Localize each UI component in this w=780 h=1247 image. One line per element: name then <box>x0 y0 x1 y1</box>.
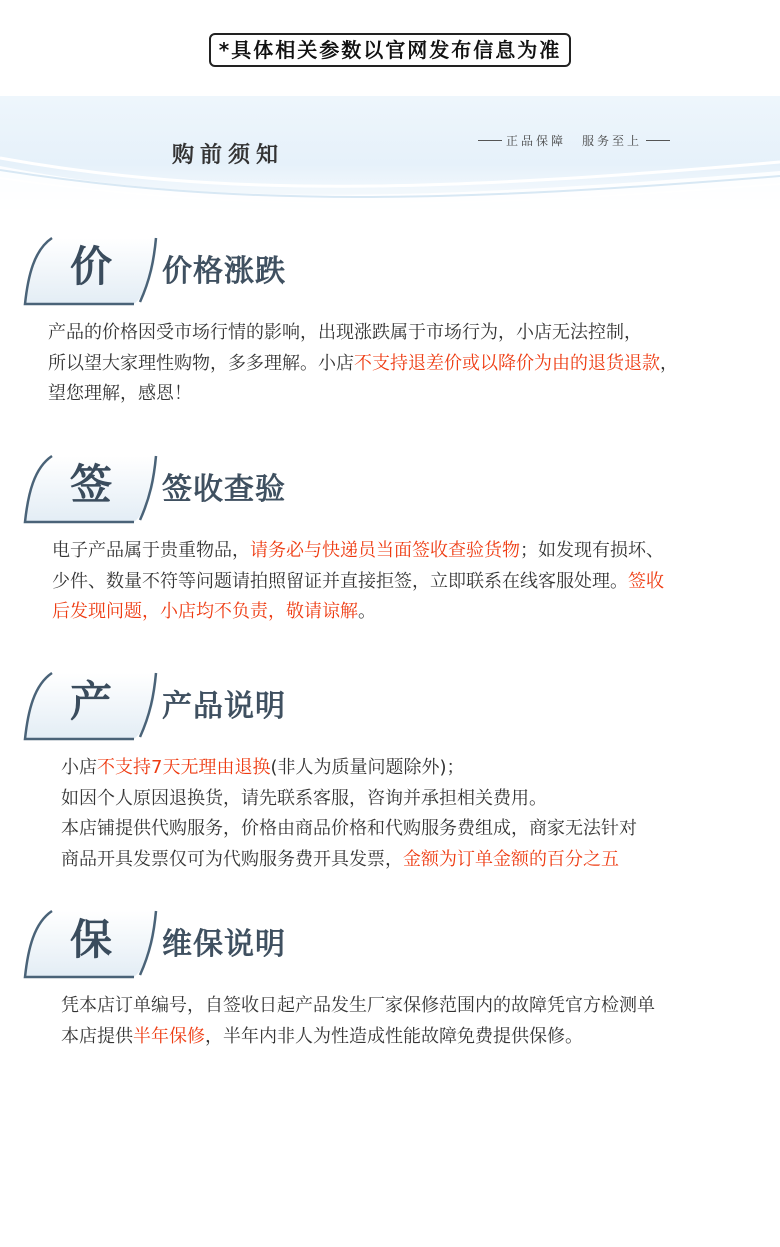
highlight-text: 半年保修 <box>133 1025 205 1047</box>
section-badge <box>22 454 162 524</box>
highlight-text: 不支持退差价或以降价为由的退货退款 <box>354 352 660 374</box>
body-line <box>61 1022 655 1053</box>
body-line <box>48 379 678 410</box>
body-line <box>61 845 637 876</box>
section-badge-char: 签 <box>70 460 113 509</box>
body-text-run: 望您理解，感恩！ <box>48 383 192 404</box>
body-text-run: ；如发现有损坏、 <box>520 540 664 561</box>
section-badge-char: 价 <box>70 242 113 291</box>
header-banner <box>0 96 780 221</box>
body-text-run: 商品开具发票仅可为代购服务费开具发票， <box>61 848 403 870</box>
section-body <box>61 753 637 875</box>
body-line <box>61 753 637 784</box>
section-body <box>52 536 664 628</box>
section-title: 产品说明 <box>162 689 286 724</box>
highlight-text: 签收 <box>628 570 664 592</box>
top-notice-wrap <box>0 33 780 67</box>
slogan-dash-right <box>646 140 670 141</box>
body-line <box>61 784 637 815</box>
highlight-text: 金额为订单金额的百分之五 <box>403 848 619 870</box>
section-body <box>48 318 678 410</box>
highlight-text: 请务必与快递员当面签收查验货物 <box>250 540 520 561</box>
slogan-dash-left <box>478 140 502 141</box>
body-text-run: 凭本店订单编号，自签收日起产品发生厂家保修范围内的故障凭官方检测单 <box>61 995 655 1016</box>
section-badge-char: 保 <box>70 915 113 964</box>
section-badge <box>22 236 162 306</box>
top-notice: *具体相关参数以官网发布信息为准 <box>209 33 571 67</box>
banner-slogan <box>474 132 674 149</box>
section-body <box>61 991 655 1052</box>
body-text-run: 本店提供 <box>61 1025 133 1047</box>
body-line <box>61 991 655 1022</box>
section-title: 签收查验 <box>162 472 286 507</box>
body-text-run: 所以望大家理性购物，多多理解。小店 <box>48 352 354 374</box>
body-text-run: 小店 <box>61 757 97 778</box>
body-line <box>52 567 664 598</box>
body-line <box>52 597 664 628</box>
section-title: 维保说明 <box>162 927 286 962</box>
slogan-left: 正品保障 <box>506 134 567 148</box>
banner-title: 购前须知 <box>172 143 285 168</box>
body-text-run: 本店铺提供代购服务，价格由商品价格和代购服务费组成，商家无法针对 <box>61 818 637 839</box>
body-line <box>52 536 664 567</box>
body-line <box>61 814 637 845</box>
body-text-run: 少件、数量不符等问题请拍照留证并直接拒签，立即联系在线客服处理。 <box>52 570 628 592</box>
body-text-run: 如因个人原因退换货，请先联系客服，咨询并承担相关费用。 <box>61 787 547 809</box>
body-text-run: 。 <box>358 601 376 622</box>
body-text-run: ，半年内非人为性造成性能故障免费提供保修。 <box>205 1025 583 1047</box>
section-badge <box>22 671 162 741</box>
body-text-run: (非人为质量问题除外)； <box>270 757 465 778</box>
body-text-run: ， <box>660 352 678 374</box>
body-text-run: 产品的价格因受市场行情的影响，出现涨跌属于市场行为，小店无法控制， <box>48 322 642 343</box>
highlight-text: 不支持7天无理由退换 <box>97 757 271 778</box>
body-line <box>48 318 678 349</box>
banner-wave-decoration <box>0 96 780 221</box>
slogan-right: 服务至上 <box>582 134 643 148</box>
section-title: 价格涨跌 <box>162 254 286 289</box>
body-text-run: 电子产品属于贵重物品， <box>52 540 250 561</box>
body-line <box>48 349 678 380</box>
highlight-text: 后发现问题，小店均不负责，敬请谅解 <box>52 601 358 622</box>
section-badge-char: 产 <box>70 677 113 726</box>
section-badge <box>22 909 162 979</box>
